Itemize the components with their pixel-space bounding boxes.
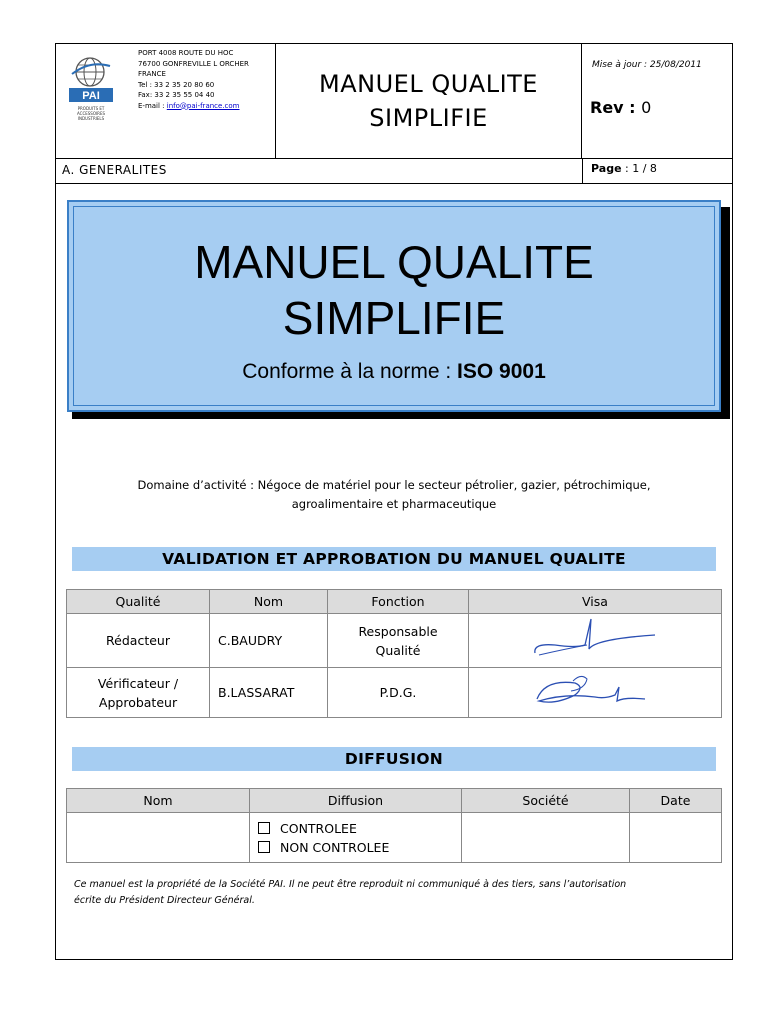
cell-fonction: P.D.G.	[328, 668, 469, 718]
cell-nom: C.BAUDRY	[210, 614, 328, 668]
signature-baudry	[525, 615, 665, 663]
document-page	[55, 43, 733, 960]
option-label: NON CONTROLEE	[280, 839, 390, 855]
banner-title-line2: SIMPLIFIE	[282, 292, 506, 344]
col-visa: Visa	[469, 590, 722, 614]
cell-visa	[469, 614, 722, 668]
validation-heading: VALIDATION ET APPROBATION DU MANUEL QUALITE	[72, 547, 716, 571]
cell-qualite	[67, 668, 210, 718]
property-notice	[74, 877, 724, 908]
table-row	[67, 668, 722, 718]
signature-lassarat	[525, 669, 665, 713]
qualite-line: Approbateur	[98, 694, 178, 710]
domain-line1: Domaine d’activité : Négoce de matériel pour le secteur pétrolier, gazier, pétrochimique,	[137, 478, 651, 492]
col-date: Date	[630, 789, 722, 813]
cell-nom: B.LASSARAT	[210, 668, 328, 718]
email-label: E-mail :	[138, 101, 165, 110]
address-line: FRANCE	[138, 70, 166, 78]
header-title-line2: SIMPLIFIE	[369, 104, 488, 132]
rev-label: Rev :	[590, 98, 636, 117]
notice-line2: écrite du Président Directeur Général.	[74, 894, 255, 906]
cell-diffusion	[250, 813, 462, 863]
col-nom: Nom	[67, 789, 250, 813]
svg-text:INDUSTRIELS: INDUSTRIELS	[77, 116, 105, 121]
col-qualite: Qualité	[67, 590, 210, 614]
section-title: A. GENERALITES	[62, 163, 167, 177]
cell-fonction	[328, 614, 469, 668]
iso-norm: ISO 9001	[457, 360, 546, 383]
phone-line: Tel : 33 2 35 20 80 60	[138, 80, 215, 89]
checkbox-icon[interactable]	[258, 841, 270, 853]
activity-domain	[56, 476, 732, 514]
checkbox-icon[interactable]	[258, 822, 270, 834]
header-title-line1: MANUEL QUALITE	[319, 70, 538, 98]
qualite-line: Vérificateur /	[97, 675, 179, 691]
table-header-row	[67, 590, 722, 614]
option-controlee[interactable]	[258, 819, 460, 838]
col-societe: Société	[462, 789, 630, 813]
notice-line1: Ce manuel est la propriété de la Société PAI. Il ne peut être reproduit ni communiqué à des tiers, sans l’autorisation	[74, 879, 627, 890]
pai-logo	[66, 52, 116, 130]
option-non-controlee[interactable]	[258, 838, 460, 857]
page-value: : 1 / 8	[625, 162, 657, 175]
svg-text:PRODUITS ET: PRODUITS ET	[77, 106, 105, 111]
header-title	[276, 44, 582, 158]
diffusion-table	[66, 788, 722, 863]
banner-title	[69, 234, 719, 346]
cell-qualite: Rédacteur	[67, 614, 210, 668]
fonction-line: Responsable	[358, 623, 438, 639]
address-line: 76700 GONFREVILLE L ORCHER	[138, 59, 249, 68]
document-header	[56, 44, 732, 159]
company-block	[56, 44, 276, 158]
table-row	[67, 614, 722, 668]
cell-nom	[67, 813, 250, 863]
cell-visa	[469, 668, 722, 718]
cell-date	[630, 813, 722, 863]
update-date: Mise à jour : 25/08/2011	[592, 60, 702, 70]
col-nom: Nom	[210, 590, 328, 614]
cell-societe	[462, 813, 630, 863]
company-address	[138, 48, 249, 111]
col-fonction: Fonction	[328, 590, 469, 614]
subtitle-prefix: Conforme à la norme :	[242, 360, 458, 383]
page-cell	[582, 158, 733, 183]
banner-title-line1: MANUEL QUALITE	[194, 236, 594, 288]
option-label: CONTROLEE	[280, 820, 357, 836]
page-number	[591, 162, 657, 175]
fonction-line: Qualité	[375, 642, 421, 658]
svg-text:ACCESSOIRES: ACCESSOIRES	[76, 111, 106, 116]
title-banner	[67, 200, 721, 412]
address-line: PORT 4008 ROUTE DU HOC	[138, 49, 234, 57]
rev-value: 0	[641, 98, 652, 117]
banner-subtitle	[69, 360, 719, 384]
svg-text:PAI: PAI	[82, 90, 100, 102]
revision-block	[582, 44, 732, 158]
domain-line2: agroalimentaire et pharmaceutique	[291, 497, 497, 511]
validation-table	[66, 589, 722, 718]
fax-line: Fax: 33 2 35 55 04 40	[138, 91, 215, 99]
email-link[interactable]: info@pai-france.com	[166, 101, 240, 110]
table-row	[67, 813, 722, 863]
page-label: Page	[591, 162, 622, 175]
table-header-row	[67, 789, 722, 813]
revision	[590, 98, 651, 117]
email-line	[138, 101, 249, 112]
diffusion-heading: DIFFUSION	[72, 747, 716, 771]
col-diffusion: Diffusion	[250, 789, 462, 813]
section-row	[56, 158, 732, 184]
